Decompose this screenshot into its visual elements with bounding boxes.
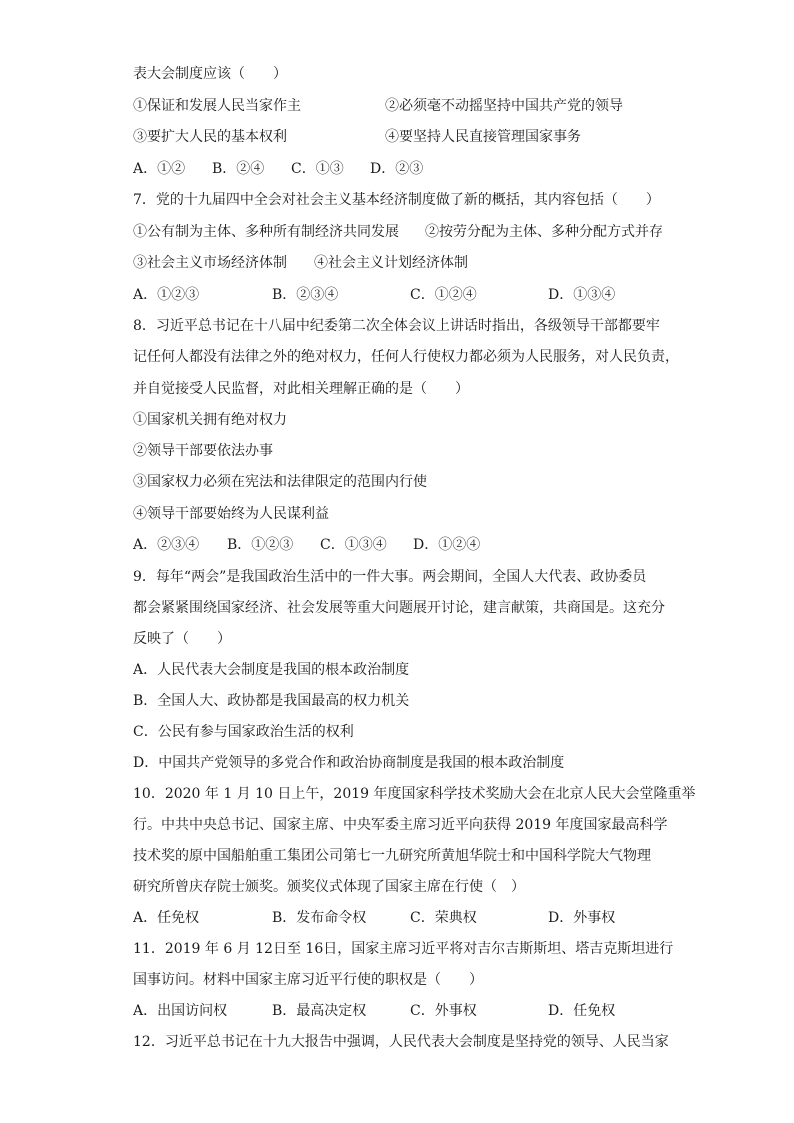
q7-choice-d: D．①③④ <box>548 287 616 303</box>
q11-choice-b: B．最高决定权 <box>272 1003 367 1019</box>
q7-choice-b: B．②③④ <box>272 287 339 303</box>
q9-choice-a: A．人民代表大会制度是我国的根本政治制度 <box>133 662 410 678</box>
q10-stem-line-3: 技术奖的原中国船舶重工集团公司第七一九研究所黄旭华院士和中国科学院大气物理 <box>133 848 651 864</box>
q6-choice-c: C．①③ <box>291 161 344 177</box>
q9-choice-b: B．全国人大、政协都是我国最高的权力机关 <box>133 693 410 709</box>
q6-choice-b: B．②④ <box>212 161 265 177</box>
q11-choice-d: D．任免权 <box>548 1003 616 1019</box>
q12-stem-line-1: 12．习近平总书记在十九大报告中强调，人民代表大会制度是坚持党的领导、人民当家 <box>133 1034 669 1050</box>
q8-choice-c: C．①③④ <box>320 537 387 553</box>
q10-stem-line-2: 行。中共中央总书记、国家主席、中央军委主席习近平向获得 2019 年度国家最高科学 <box>133 817 668 833</box>
q6-stem-tail: 表大会制度应该（ ） <box>133 66 287 82</box>
q8-choice-d: D．①②④ <box>413 537 481 553</box>
q7-choice-a: A．①②③ <box>133 287 200 303</box>
q10-stem-line-1: 10．2020 年 1 月 10 日上午，2019 年度国家科学技术奖励大会在北京人民大会堂隆重举 <box>133 786 696 802</box>
q11-stem-line-2: 国事访问。材料中国家主席习近平行使的职权是（ ） <box>133 972 483 988</box>
q8-choice-a: A．②③④ <box>133 537 200 553</box>
q7-option-1: ①公有制为主体、多种所有制经济共同发展 <box>133 224 399 240</box>
q8-stem-line-1: 8．习近平总书记在十八届中纪委第二次全体会议上讲话时指出，各级领导干部都要牢 <box>133 318 660 334</box>
q10-stem-line-4: 研究所曾庆存院士颁奖。颁奖仪式体现了国家主席在行使（ ） <box>133 879 525 895</box>
q7-stem: 7．党的十九届四中全会对社会主义基本经济制度做了新的概括，其内容包括（ ） <box>133 192 660 208</box>
q9-choice-c: C．公民有参与国家政治生活的权利 <box>133 724 354 740</box>
q6-option-4: ④要坚持人民直接管理国家事务 <box>385 129 581 145</box>
q6-option-3: ③要扩大人民的基本权利 <box>133 129 287 145</box>
q11-stem-line-1: 11．2019 年 6 月 12日至 16日，国家主席习近平将对吉尔吉斯斯坦、塔吉克斯坦进行 <box>133 941 674 957</box>
q7-choice-c: C．①②④ <box>410 287 477 303</box>
q7-option-4: ④社会主义计划经济体制 <box>314 255 468 271</box>
q11-choice-a: A．出国访问权 <box>133 1003 228 1019</box>
q10-choice-a: A．任免权 <box>133 910 200 926</box>
q10-choice-c: C．荣典权 <box>410 910 477 926</box>
q9-stem-line-3: 反映了（ ） <box>133 631 231 647</box>
q9-stem-line-1: 9．每年“两会”是我国政治生活中的一件大事。两会期间，全国人大代表、政协委员 <box>133 569 647 585</box>
q9-choice-d: D．中国共产党领导的多党合作和政治协商制度是我国的根本政治制度 <box>133 755 565 771</box>
q8-option-2: ②领导干部要依法办事 <box>133 443 273 459</box>
q7-option-3: ③社会主义市场经济体制 <box>133 255 287 271</box>
q8-choice-b: B．①②③ <box>227 537 294 553</box>
q8-option-1: ①国家机关拥有绝对权力 <box>133 412 287 428</box>
q10-choice-d: D．外事权 <box>548 910 616 926</box>
q8-stem-line-3: 并自觉接受人民监督，对此相关理解正确的是（ ） <box>133 381 469 397</box>
q11-choice-c: C．外事权 <box>410 1003 477 1019</box>
q8-option-4: ④领导干部要始终为人民谋利益 <box>133 506 329 522</box>
q6-choice-d: D．②③ <box>370 161 424 177</box>
q6-option-1: ①保证和发展人民当家作主 <box>133 98 301 114</box>
q9-stem-line-2: 都会紧紧围绕国家经济、社会发展等重大问题展开讨论，建言献策，共商国是。这充分 <box>133 600 665 616</box>
q8-option-3: ③国家权力必须在宪法和法律限定的范围内行使 <box>133 474 427 490</box>
q6-choice-a: A．①② <box>133 161 186 177</box>
q6-option-2: ②必须毫不动摇坚持中国共产党的领导 <box>385 98 623 114</box>
q10-choice-b: B．发布命令权 <box>272 910 367 926</box>
q8-stem-line-2: 记任何人都没有法律之外的绝对权力，任何人行使权力都必须为人民服务，对人民负责， <box>133 349 679 365</box>
q7-option-2: ②按劳分配为主体、多种分配方式并存 <box>425 224 663 240</box>
